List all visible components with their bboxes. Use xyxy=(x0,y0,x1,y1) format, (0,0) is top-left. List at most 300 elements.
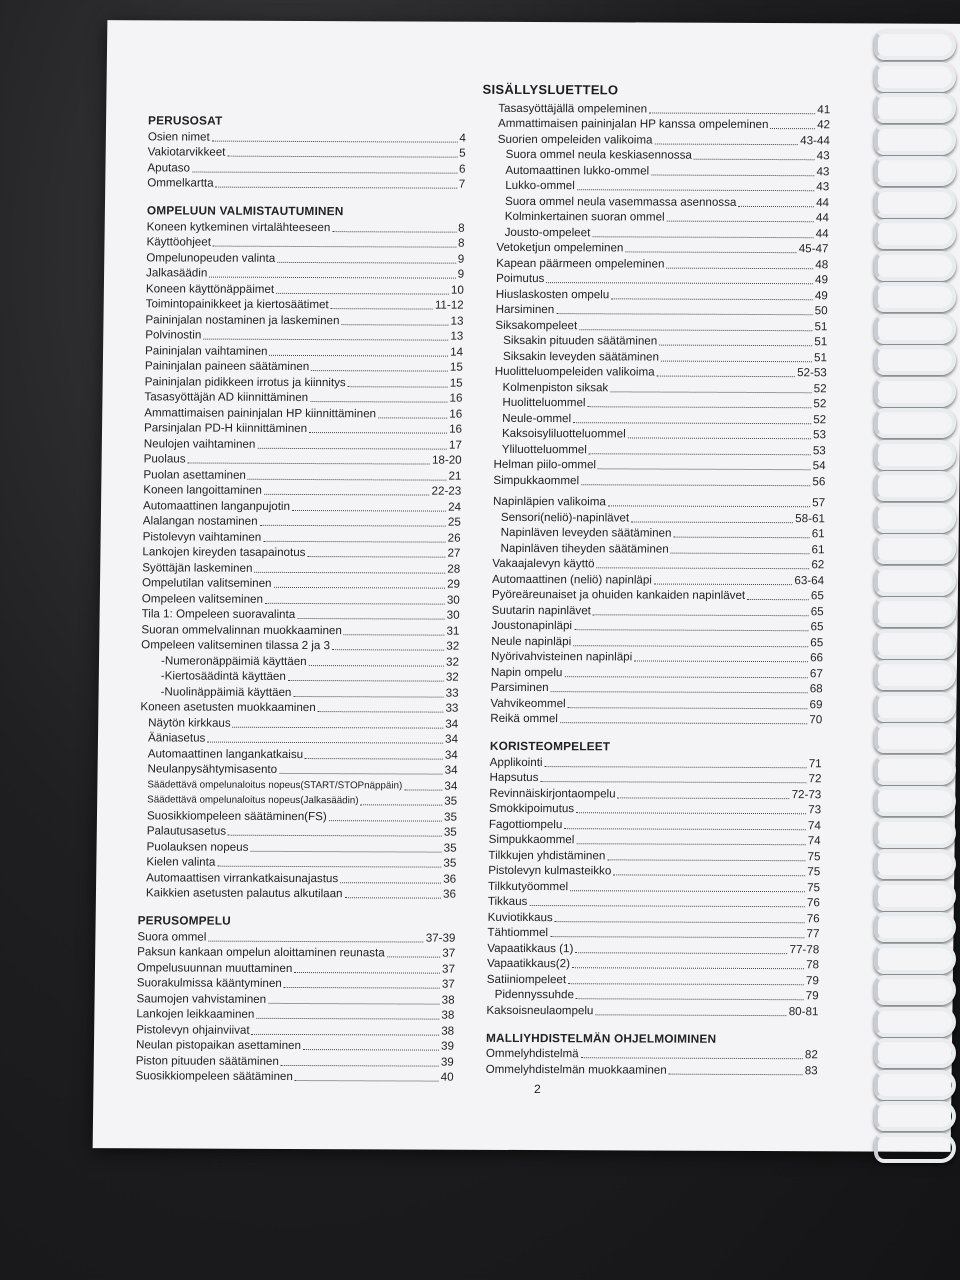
toc-entry-page: 75 xyxy=(807,849,821,863)
section-heading: OMPELUUN VALMISTAUTUMINEN xyxy=(146,203,344,219)
dot-leader xyxy=(649,111,815,114)
toc-entry xyxy=(143,466,461,483)
toc-entry-title: Huolitteluompeleiden valikoima xyxy=(494,364,655,379)
toc-entry-title: Osien nimet xyxy=(147,129,210,144)
toc-entry-page: 16 xyxy=(449,422,463,436)
toc-entry-page: 79 xyxy=(805,989,819,1003)
toc-entry-page: 29 xyxy=(447,577,461,591)
toc-entry-title: Parsinjalan PD-H kiinnittäminen xyxy=(143,421,308,436)
toc-entry-page: 51 xyxy=(814,335,828,349)
toc-entry-title: Tasasyöttäjällä ompeleminen xyxy=(498,101,648,115)
toc-entry xyxy=(147,175,465,192)
dot-leader xyxy=(348,385,448,387)
toc-entry-title: Saumojen vahvistaminen xyxy=(136,991,267,1006)
toc-entry-title: Näytön kirkkaus xyxy=(148,715,231,730)
toc-entry xyxy=(145,373,463,390)
dot-leader xyxy=(264,493,430,496)
dot-leader xyxy=(589,452,811,455)
dot-leader xyxy=(631,520,793,523)
toc-entry-title: Tasasyöttäjän AD kiinnittäminen xyxy=(144,390,309,405)
toc-entry-title: Ommelyhdistelmän muokkaaminen xyxy=(485,1062,667,1077)
toc-entry xyxy=(145,311,463,328)
toc-entry xyxy=(143,513,461,530)
toc-entry xyxy=(496,286,828,303)
dot-leader xyxy=(260,524,446,527)
toc-entry-title: Säädettävä ompelunaloitus nopeus(START/STOPnäppäin) xyxy=(147,778,403,791)
dot-leader xyxy=(661,359,812,362)
toc-entry xyxy=(494,410,826,427)
toc-entry xyxy=(144,404,462,421)
toc-entry xyxy=(488,909,820,926)
toc-entry-title: Suora ommel neula keskiasennossa xyxy=(505,147,692,162)
dot-leader xyxy=(573,421,811,424)
toc-entry xyxy=(141,683,459,700)
toc-entry-page: 34 xyxy=(444,748,458,762)
dot-leader xyxy=(276,291,449,294)
toc-entry-page: 57 xyxy=(812,496,826,510)
dot-leader xyxy=(404,788,442,790)
toc-entry-title: Kapean päärmeen ompeleminen xyxy=(496,256,665,271)
toc-entry-title: Sensori(neliö)-napinlävet xyxy=(500,510,630,524)
toc-entry xyxy=(136,1037,454,1054)
toc-entry xyxy=(487,986,819,1003)
toc-entry xyxy=(148,144,466,161)
toc-entry xyxy=(496,255,828,272)
toc-entry-title: Syöttäjän laskeminen xyxy=(142,560,253,575)
dot-leader xyxy=(345,896,442,898)
toc-entry xyxy=(493,493,825,510)
toc-entry-page: 36 xyxy=(443,872,457,886)
toc-entry-title: Ompelunopeuden valinta xyxy=(146,250,276,265)
toc-entry-title: Automaattisen virrankatkaisunajastus xyxy=(146,870,339,885)
toc-entry-page: 44 xyxy=(815,226,829,240)
toc-entry xyxy=(146,249,464,266)
dot-leader xyxy=(257,446,447,449)
toc-entry-title: Ompeleen valitseminen tilassa 2 ja 3 xyxy=(141,638,331,653)
toc-entry-title: Suora ommel xyxy=(137,929,207,944)
toc-entry xyxy=(498,131,830,148)
toc-entry xyxy=(492,586,824,603)
toc-entry-page: 52-53 xyxy=(797,366,827,380)
toc-entry-title: Lankojen leikkaaminen xyxy=(136,1007,255,1021)
toc-entry-page: 33 xyxy=(445,686,459,700)
toc-entry-title: Hiuslaskosten ompelu xyxy=(495,287,610,301)
dot-leader xyxy=(233,725,444,728)
toc-entry-page: 73 xyxy=(808,803,822,817)
dot-leader xyxy=(544,765,806,768)
binding-coil xyxy=(874,755,956,785)
toc-entry-page: 79 xyxy=(805,973,819,987)
dot-leader xyxy=(378,416,447,418)
dot-leader xyxy=(540,780,806,783)
toc-entry-title: Automaattinen (neliö) napinläpi xyxy=(492,572,653,587)
toc-entry-page: 7 xyxy=(458,177,466,191)
toc-entry-page: 71 xyxy=(808,756,822,770)
toc-entry-page: 53 xyxy=(812,428,827,442)
toc-entry xyxy=(137,944,455,961)
toc-entry-page: 5 xyxy=(459,146,466,160)
toc-entry xyxy=(493,456,825,473)
dot-leader xyxy=(318,710,444,713)
toc-entry-page: 52 xyxy=(813,397,827,411)
toc-entry-title: Paininjalan vaihtaminen xyxy=(144,343,268,358)
toc-entry-title: Tilkkujen yhdistäminen xyxy=(488,848,606,862)
binding-coil xyxy=(874,849,956,879)
toc-entry-page: 48 xyxy=(815,257,829,271)
toc-entry xyxy=(492,555,824,572)
toc-entry-page: 35 xyxy=(444,794,458,808)
toc-entry xyxy=(491,664,823,681)
toc-entry-page: 30 xyxy=(446,608,460,622)
toc-entry xyxy=(138,854,456,871)
dot-leader xyxy=(250,849,441,852)
toc-entry-title: Neule-ommel xyxy=(502,411,572,425)
toc-entry-title: Kolminkertainen suoran ommel xyxy=(504,209,665,224)
toc-entry-page: 8 xyxy=(458,221,465,235)
toc-entry xyxy=(497,208,829,225)
toc-entry-page: 32 xyxy=(446,639,460,653)
toc-entry-title: Smokkipoimutus xyxy=(489,801,575,816)
toc-entry-page: 13 xyxy=(450,314,464,328)
dot-leader xyxy=(529,904,805,907)
toc-entry-title: Paksun kankaan ompelun aloittaminen reunasta xyxy=(137,945,385,960)
dot-leader xyxy=(634,659,808,662)
toc-entry-page: 34 xyxy=(444,763,458,777)
toc-entry xyxy=(141,637,459,654)
toc-entry-title: Napinläven tiheyden säätäminen xyxy=(500,541,669,556)
toc-entry xyxy=(498,100,830,117)
dot-leader xyxy=(654,582,793,585)
toc-entry xyxy=(144,435,462,452)
toc-entry-title: Nyörivahvisteinen napinläpi xyxy=(490,649,633,664)
toc-entry xyxy=(487,955,819,972)
toc-entry-title: Napin ompelu xyxy=(490,665,563,679)
binding-coil xyxy=(874,912,956,942)
toc-entry xyxy=(141,621,459,638)
dot-leader xyxy=(576,997,804,1000)
dot-leader xyxy=(252,1032,440,1035)
toc-entry-page: 83 xyxy=(804,1063,818,1077)
dot-leader xyxy=(593,613,809,616)
toc-entry-page: 11-12 xyxy=(434,298,464,312)
dot-leader xyxy=(213,245,456,248)
toc-entry xyxy=(493,509,825,526)
toc-entry xyxy=(143,497,461,514)
toc-entry-page: 35 xyxy=(443,810,458,824)
dot-leader xyxy=(277,260,456,263)
toc-entry xyxy=(489,800,821,817)
toc-entry-title: Vakaajalevyn käyttö xyxy=(492,556,595,571)
toc-entry xyxy=(486,1045,818,1062)
toc-entry-page: 8 xyxy=(457,236,465,250)
toc-entry xyxy=(136,1006,454,1023)
toc-entry xyxy=(495,348,827,365)
toc-entry xyxy=(495,379,827,396)
toc-entry xyxy=(148,128,466,145)
binding-coil xyxy=(874,471,956,501)
binding-coil xyxy=(874,408,956,438)
page-number: 2 xyxy=(533,1082,541,1097)
binding-coil xyxy=(874,251,956,281)
toc-entry-title: Applikointi xyxy=(489,755,543,769)
dot-leader xyxy=(625,250,796,253)
binding-coil xyxy=(874,1070,956,1100)
toc-entry-title: -Nuolinäppäimiä käyttäen xyxy=(160,684,292,699)
dot-leader xyxy=(667,220,814,223)
toc-entry-title: Ammattimaisen paininjalan HP kanssa ompeleminen xyxy=(497,116,769,132)
toc-entry xyxy=(137,959,455,976)
toc-entry-page: 42 xyxy=(817,118,831,132)
dot-leader xyxy=(770,127,815,129)
dot-leader xyxy=(611,297,813,300)
toc-entry xyxy=(494,394,826,411)
binding-coil xyxy=(874,818,956,848)
toc-entry-title: Ommelyhdistelmä xyxy=(485,1046,579,1061)
toc-entry xyxy=(494,425,826,442)
toc-entry-page: 75 xyxy=(807,865,821,879)
toc-entry xyxy=(140,745,458,762)
binding-coil xyxy=(874,660,956,690)
dot-leader xyxy=(294,970,440,973)
section-heading: MALLIYHDISTELMÄN OHJELMOIMINEN xyxy=(485,1030,717,1046)
toc-entry xyxy=(143,482,461,499)
toc-entry-title: Vapaatikkaus (1) xyxy=(487,941,574,955)
binding-coil xyxy=(874,314,956,344)
binding-coil xyxy=(874,566,956,596)
toc-entry-page: 35 xyxy=(443,841,457,855)
toc-entry-title: Tikkaus xyxy=(487,894,528,909)
binding-coil xyxy=(874,62,956,92)
toc-entry-title: Ompelusuunnan muuttaminen xyxy=(136,960,293,975)
toc-entry xyxy=(495,363,827,380)
toc-entry-title: Paininjalan paineen säätäminen xyxy=(144,359,310,374)
toc-entry-title: Suora ommel neula vasemmassa asennossa xyxy=(504,194,737,209)
toc-entry-page: 31 xyxy=(446,624,460,638)
binding-coil xyxy=(874,30,956,60)
toc-entry-title: Reikä ommel xyxy=(490,711,559,726)
toc-entry-title: Tähtiommel xyxy=(487,925,549,940)
toc-entry-page: 49 xyxy=(814,288,828,302)
toc-entry xyxy=(145,358,463,375)
toc-entry-page: 39 xyxy=(440,1055,454,1069)
dot-leader xyxy=(581,483,810,486)
binding-coil xyxy=(874,975,956,1005)
toc-entry xyxy=(486,1061,818,1078)
dot-leader xyxy=(274,586,446,589)
toc-entry xyxy=(136,1052,454,1069)
dot-leader xyxy=(254,570,445,573)
dot-leader xyxy=(575,951,787,954)
dot-leader xyxy=(577,188,815,191)
section-heading: KORISTEOMPELEET xyxy=(489,738,611,754)
dot-leader xyxy=(607,858,805,861)
dot-leader xyxy=(738,204,814,206)
toc-entry-page: 76 xyxy=(806,911,820,925)
section-heading: PERUSOSAT xyxy=(148,113,223,128)
toc-entry xyxy=(138,885,456,902)
toc-entry-title: Pyöreäreunaiset ja ohuiden kankaiden napinlävet xyxy=(491,587,746,602)
toc-entry-page: 21 xyxy=(448,469,462,483)
toc-entry-page: 44 xyxy=(816,195,830,209)
toc-entry-page: 74 xyxy=(807,834,821,848)
toc-entry-page: 22-23 xyxy=(431,484,462,498)
toc-entry-title: Kaksoisyliluotteluommel xyxy=(501,426,626,441)
dot-leader xyxy=(188,462,430,465)
toc-entry-title: Tilkkutyöommel xyxy=(487,879,569,893)
dot-leader xyxy=(576,842,805,845)
section-heading: PERUSOMPELU xyxy=(137,913,232,928)
toc-entry xyxy=(492,602,824,619)
binding-coil xyxy=(874,503,956,533)
toc-entry-page: 9 xyxy=(457,267,465,281)
toc-entry xyxy=(145,327,463,344)
toc-entry-page: 37-39 xyxy=(425,931,456,945)
dot-leader xyxy=(332,648,444,650)
toc-entry-page: 9 xyxy=(457,252,465,266)
toc-entry-title: Simpukkaommel xyxy=(488,832,575,847)
toc-entry xyxy=(140,730,458,747)
toc-entry-page: 61 xyxy=(811,542,825,556)
toc-entry-page: 34 xyxy=(444,779,458,793)
toc-entry-title: Siksakin leveyden säätäminen xyxy=(502,349,660,364)
dot-leader xyxy=(265,601,445,604)
toc-entry-page: 65 xyxy=(810,589,824,603)
dot-leader xyxy=(673,536,809,539)
toc-right-column xyxy=(486,100,831,1078)
toc-entry-page: 39 xyxy=(440,1039,455,1053)
toc-entry-title: Jalkasäädin xyxy=(146,266,208,280)
toc-entry-page: 41 xyxy=(817,102,831,116)
toc-entry-title: Yliluotteluommel xyxy=(501,442,587,456)
dot-leader xyxy=(228,834,442,837)
toc-entry-title: Automaattinen langanpujotin xyxy=(142,498,291,513)
toc-entry-title: Neulan pistopaikan asettaminen xyxy=(135,1038,302,1053)
toc-entry-title: Tila 1: Ompeleen suoravalinta xyxy=(141,607,296,621)
toc-entry xyxy=(488,847,820,864)
dot-leader xyxy=(284,986,440,989)
toc-entry-page: 16 xyxy=(449,407,463,421)
dot-leader xyxy=(212,139,458,142)
toc-entry-page: 28 xyxy=(447,562,461,576)
toc-entry-title: Simpukkaommel xyxy=(493,473,580,487)
binding-coil xyxy=(874,156,956,186)
toc-entry-title: Neule napinläpi xyxy=(491,634,572,648)
toc-entry-title: Joustonapinläpi xyxy=(491,618,573,633)
toc-entry-page: 15 xyxy=(449,376,463,390)
toc-entry-title: Kielen valinta xyxy=(146,855,216,869)
toc-entry xyxy=(137,928,455,945)
toc-entry xyxy=(490,754,822,771)
toc-entry-page: 52 xyxy=(813,412,827,426)
toc-entry-title: Pistolevyn ohjainviivat xyxy=(136,1022,250,1037)
toc-entry-page: 69 xyxy=(809,697,823,711)
dot-leader xyxy=(659,344,812,347)
toc-entry-page: 78 xyxy=(806,958,820,972)
toc-entry xyxy=(490,695,822,712)
binding-coil xyxy=(874,1038,956,1068)
toc-entry-page: 4 xyxy=(459,131,466,145)
toc-entry-page: 6 xyxy=(458,162,466,176)
toc-entry-page: 15 xyxy=(449,360,463,374)
toc-entry-page: 37 xyxy=(441,977,455,991)
toc-entry-page: 25 xyxy=(447,515,461,529)
toc-entry-page: 17 xyxy=(448,438,462,452)
toc-entry-page: 65 xyxy=(810,620,824,634)
toc-entry-title: Piston pituuden säätäminen xyxy=(135,1053,279,1068)
toc-entry xyxy=(142,606,460,623)
dot-leader xyxy=(341,323,448,325)
toc-entry-page: 32 xyxy=(446,655,460,669)
dot-leader xyxy=(550,935,805,938)
dot-leader xyxy=(628,436,811,439)
toc-entry-title: Pistolevyn kulmasteikko xyxy=(488,863,612,878)
dot-leader xyxy=(227,155,457,158)
toc-entry-title: Suorakulmissa kääntyminen xyxy=(136,976,282,990)
toc-entry-page: 33 xyxy=(445,701,459,715)
dot-leader xyxy=(269,353,448,356)
toc-entry xyxy=(142,575,460,592)
toc-entry xyxy=(147,159,465,176)
toc-entry xyxy=(146,234,464,251)
toc-entry-title: Pidennyssuhde xyxy=(494,987,575,1002)
toc-entry-page: 51 xyxy=(814,350,828,364)
dot-leader xyxy=(669,1072,803,1075)
dot-leader xyxy=(671,551,810,554)
toc-entry-title: Neulojen vaihtaminen xyxy=(143,436,256,451)
toc-entry xyxy=(495,317,827,334)
toc-entry xyxy=(144,389,462,406)
dot-leader xyxy=(311,369,448,372)
toc-entry-title: Ammattimaisen paininjalan HP kiinnittäminen xyxy=(144,405,377,420)
toc-entry-page: 63-64 xyxy=(794,573,825,587)
dot-leader xyxy=(573,644,808,647)
dot-leader xyxy=(217,865,441,868)
toc-entry-page: 38 xyxy=(441,1024,455,1038)
dot-leader xyxy=(293,694,443,697)
dot-leader xyxy=(654,142,798,145)
toc-entry-title: Napinläpien valikoima xyxy=(493,494,606,509)
toc-entry xyxy=(489,816,821,833)
toc-entry xyxy=(142,544,460,561)
toc-entry xyxy=(493,472,825,489)
toc-entry xyxy=(136,1021,454,1038)
toc-entry xyxy=(488,893,820,910)
dot-leader xyxy=(694,158,815,161)
dot-leader xyxy=(203,338,448,341)
toc-entry-title: Paininjalan pidikkeen irrotus ja kiinnitys xyxy=(144,374,346,389)
dot-leader xyxy=(581,1056,803,1059)
toc-entry xyxy=(138,838,456,855)
toc-entry-title: Ompelutilan valitseminen xyxy=(141,576,272,590)
dot-leader xyxy=(209,276,455,279)
toc-entry xyxy=(493,524,825,541)
toc-entry-title: Parsiminen xyxy=(490,680,549,695)
toc-entry xyxy=(140,714,458,731)
dot-leader xyxy=(618,796,790,799)
dot-leader xyxy=(613,873,805,876)
toc-entry xyxy=(497,162,829,179)
toc-entry-page: 76 xyxy=(806,896,820,910)
toc-entry xyxy=(496,301,828,318)
toc-entry-page: 34 xyxy=(445,732,459,746)
dot-leader xyxy=(570,889,805,892)
dot-leader xyxy=(207,741,443,744)
binding-coil xyxy=(874,944,956,974)
toc-entry xyxy=(139,776,457,793)
binding-coil xyxy=(874,219,956,249)
toc-entry-page: 80-81 xyxy=(788,1004,819,1018)
toc-entry-title: Automaattinen langankatkaisu xyxy=(147,746,304,761)
